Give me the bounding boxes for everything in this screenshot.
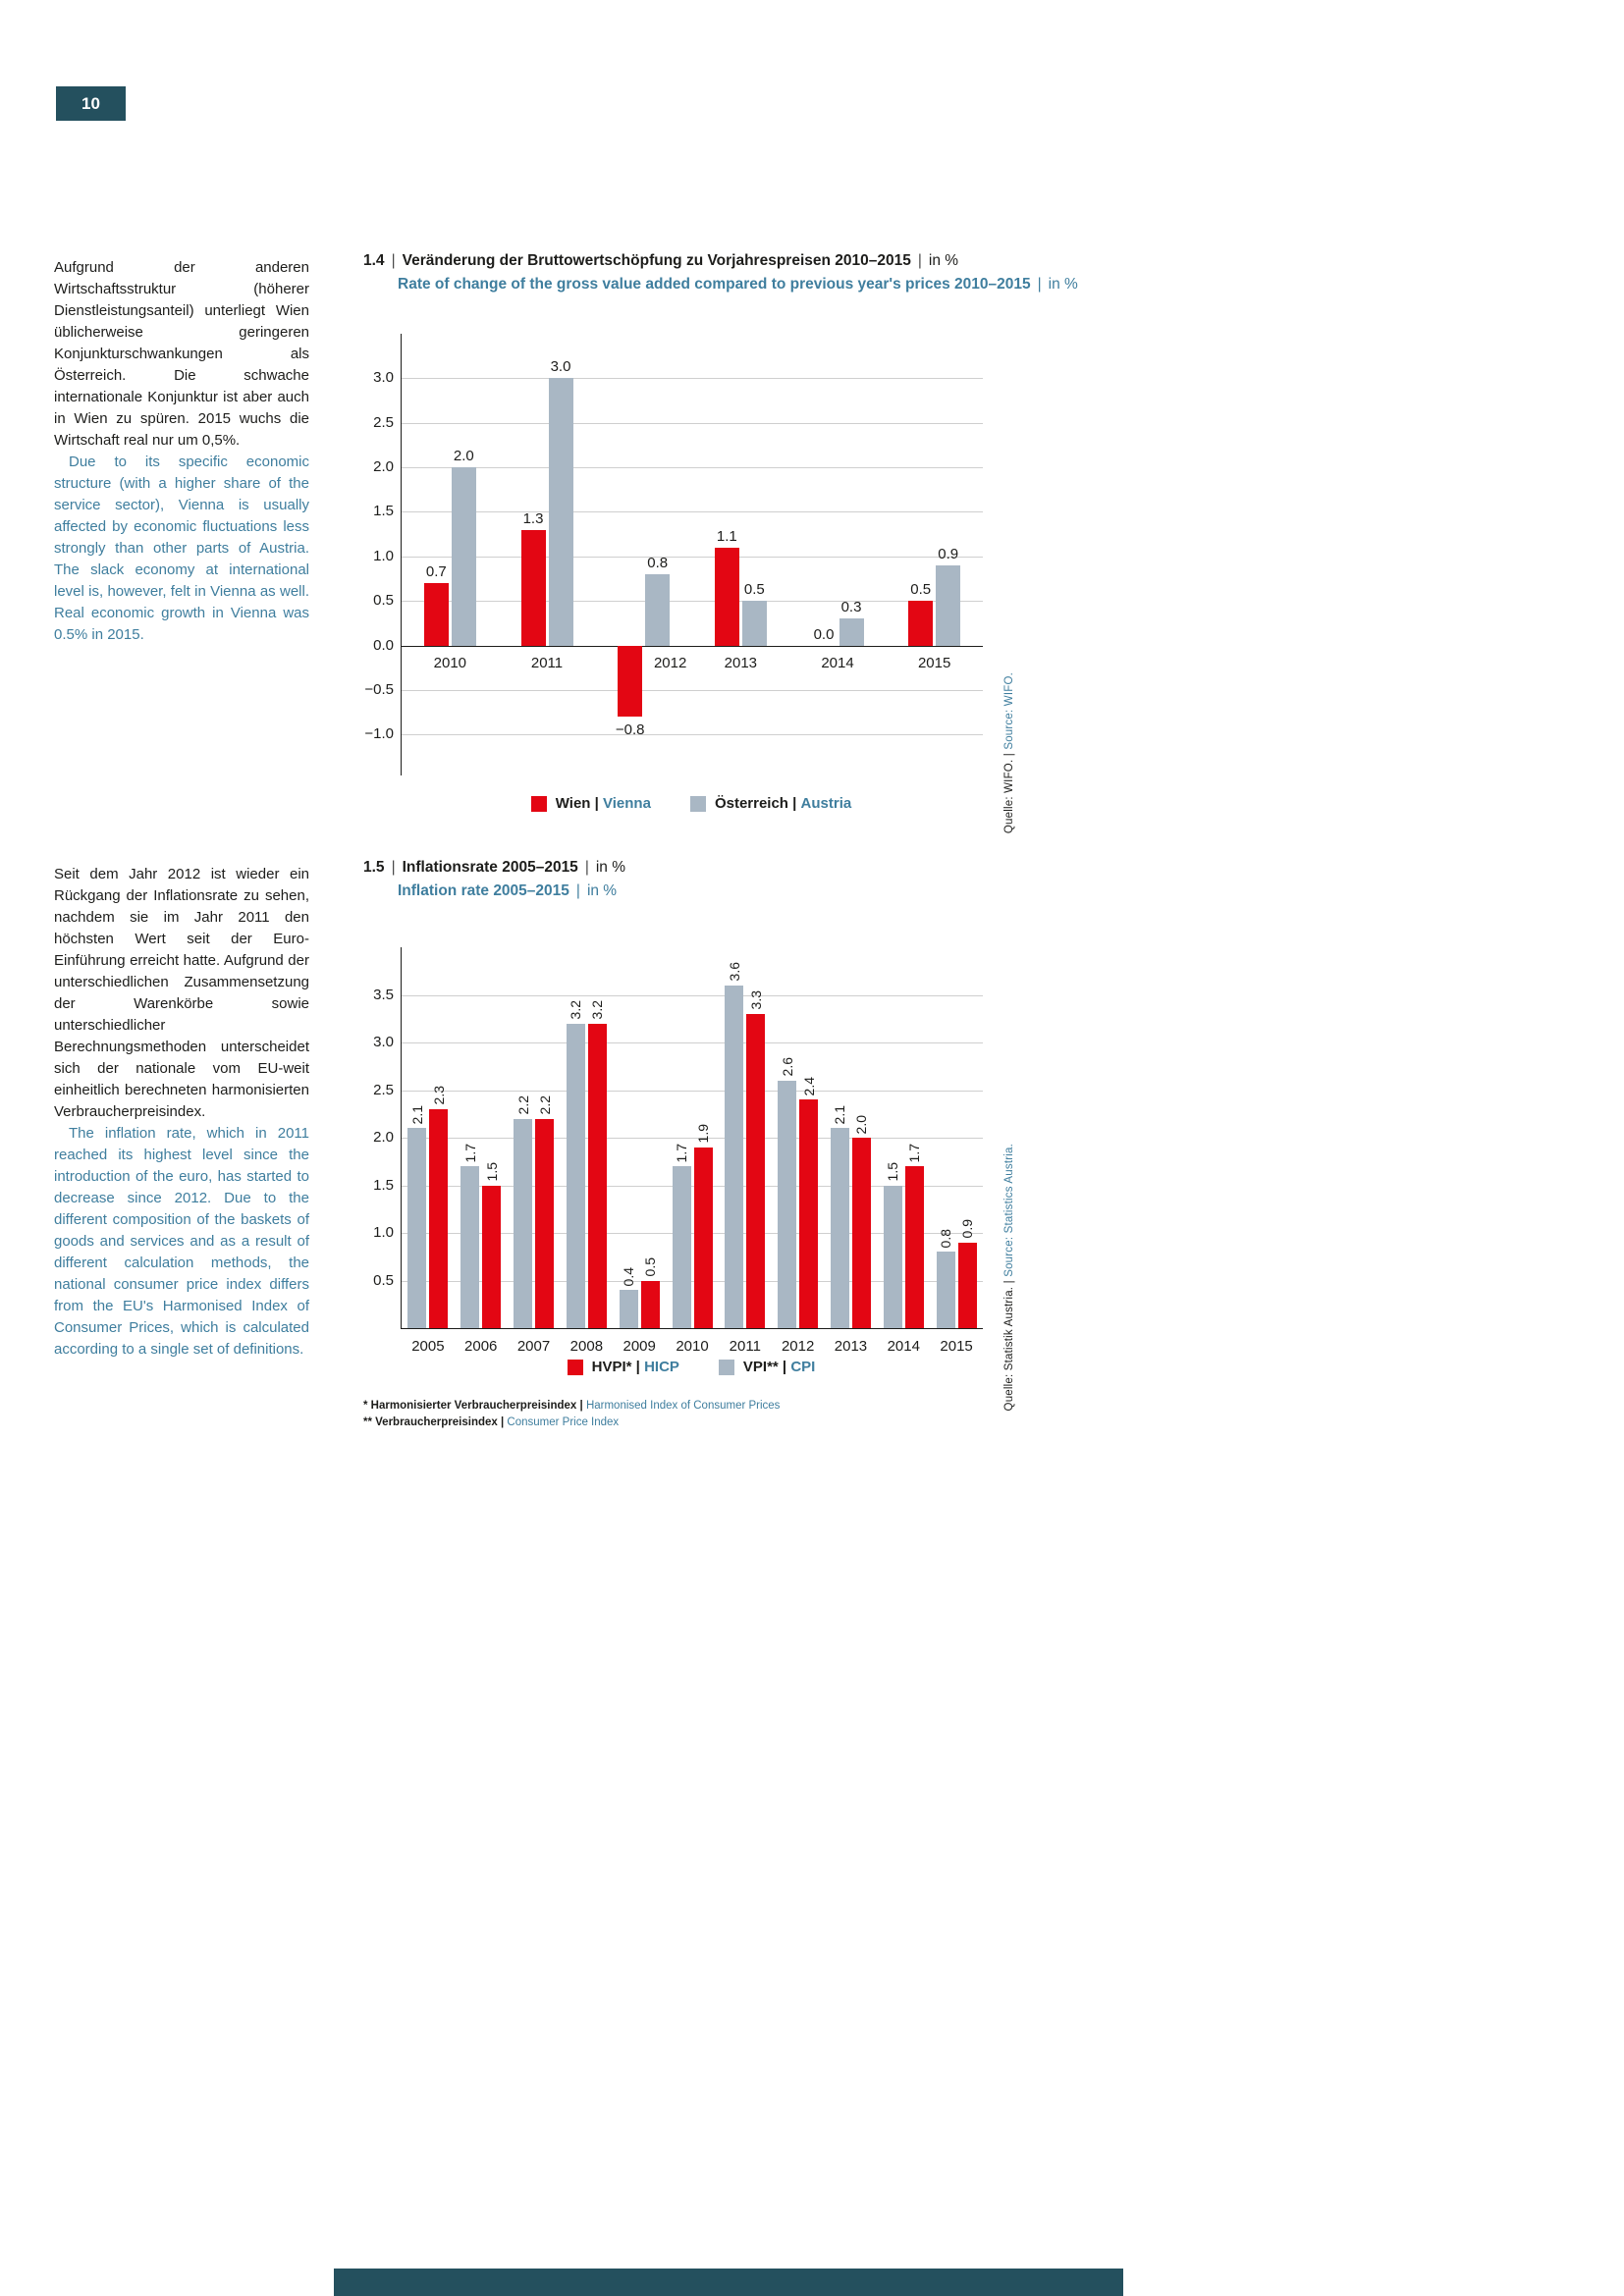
bar-value-label: 1.7	[674, 1143, 689, 1163]
footnote-english: Harmonised Index of Consumer Prices	[585, 1400, 781, 1412]
x-axis-tick-label: 2011	[729, 1338, 761, 1355]
legend-label-english: HICP	[644, 1359, 679, 1375]
source-german: Quelle: WIFO.	[1003, 759, 1015, 834]
bar	[588, 1024, 607, 1328]
gridline	[402, 995, 983, 996]
bar-value-label: 1.5	[483, 1162, 500, 1182]
x-axis-tick-label: 2010	[433, 654, 467, 671]
gridline	[402, 734, 983, 735]
separator: |	[778, 1359, 791, 1375]
y-axis-tick-label: 2.5	[373, 413, 394, 431]
legend-item	[531, 795, 651, 812]
bar	[549, 378, 573, 645]
bar-value-label: 2.1	[408, 1104, 425, 1125]
chart1-title-german: Veränderung der Bruttowertschöpfung zu Vorjahrespreisen 2010–2015	[402, 252, 911, 269]
chart2-source	[1003, 1144, 1015, 1411]
bar	[958, 1243, 977, 1328]
chart2-number: 1.5	[363, 859, 385, 876]
bar-value-label: 2.0	[453, 448, 474, 465]
y-axis-tick-label: 1.5	[373, 503, 394, 520]
bar	[429, 1109, 448, 1328]
y-axis-tick-label: 2.0	[373, 458, 394, 476]
gridline	[402, 557, 983, 558]
x-axis-tick-label: 2007	[516, 1338, 551, 1355]
y-axis-tick-label: 1.5	[373, 1176, 394, 1194]
bar-value-label: 2.6	[779, 1057, 795, 1077]
bar-value-label: 1.5	[885, 1162, 901, 1182]
bar-value-label: 0.0	[813, 625, 835, 643]
bar	[645, 574, 670, 646]
bar-value-label: 2.2	[514, 1095, 531, 1115]
gridline	[402, 601, 983, 602]
separator: |	[391, 859, 396, 876]
gridline	[402, 423, 983, 424]
gva-change-bar-chart	[364, 334, 983, 775]
legend-label-german: Österreich	[714, 795, 788, 812]
source-english: Source: Statistics Austria.	[1003, 1144, 1015, 1277]
chart2-unit-english: in %	[586, 882, 618, 899]
bar-value-label: 0.5	[642, 1257, 659, 1277]
bar-value-label: 0.9	[959, 1219, 976, 1239]
x-axis-tick-label: 2005	[411, 1338, 445, 1355]
y-axis-tick-label: 2.0	[373, 1129, 394, 1146]
y-axis-tick-label: 0.5	[373, 592, 394, 610]
y-axis-tick-label: 0.0	[373, 636, 394, 654]
separator: |	[917, 252, 922, 269]
bar-value-label: 2.0	[853, 1114, 870, 1134]
bar	[725, 986, 743, 1328]
bar-value-label: 0.9	[938, 545, 959, 562]
chart1-title-english: Rate of change of the gross value added compared to previous year's prices 2010–2015	[398, 276, 1031, 293]
bar	[715, 548, 739, 646]
bar-value-label: 1.1	[716, 527, 737, 545]
y-axis-tick-label: 2.5	[373, 1081, 394, 1098]
chart2-legend	[401, 1359, 982, 1375]
bar-value-label: 1.7	[461, 1143, 478, 1163]
bar	[694, 1148, 713, 1328]
bar	[407, 1128, 426, 1328]
legend-item	[690, 795, 851, 812]
bar	[937, 1252, 955, 1328]
chart1-unit-english: in %	[1048, 276, 1078, 293]
bar-value-label: 0.8	[647, 554, 669, 571]
x-axis-tick-label: 2010	[676, 1338, 709, 1355]
y-axis-tick-label: 0.5	[373, 1271, 394, 1289]
bar-value-label: 0.7	[425, 563, 447, 581]
footnote-hicp	[363, 1398, 780, 1415]
legend-item	[719, 1359, 815, 1375]
bar	[567, 1024, 585, 1328]
bar	[482, 1186, 501, 1329]
bar	[514, 1119, 532, 1328]
chart1-title	[363, 252, 958, 270]
bar	[852, 1138, 871, 1328]
paragraph-block-inflation	[54, 864, 309, 1361]
source-german: Quelle: Statistik Austria.	[1003, 1286, 1015, 1412]
x-axis-tick-label: 2015	[917, 654, 951, 671]
separator: |	[1003, 1280, 1015, 1284]
zero-axis-line	[402, 646, 983, 647]
footnote-english: Consumer Price Index	[507, 1416, 620, 1428]
separator: |	[631, 1359, 645, 1375]
x-axis-tick-label: 2009	[623, 1338, 656, 1355]
y-axis-tick-label: 1.0	[373, 547, 394, 564]
separator: |	[1037, 276, 1042, 293]
gridline	[402, 467, 983, 468]
chart2-title	[363, 859, 625, 877]
gridline	[402, 690, 983, 691]
bar	[424, 583, 449, 646]
bar-value-label: 2.2	[536, 1095, 553, 1115]
x-axis-tick-label: 2012	[653, 654, 687, 671]
footnote-german: ** Verbraucherpreisindex |	[363, 1416, 505, 1428]
y-axis-tick-label: 3.0	[373, 369, 394, 387]
legend-item	[568, 1359, 679, 1375]
bar	[673, 1166, 691, 1328]
chart1-subtitle	[398, 276, 1078, 294]
x-axis-tick-label: 2013	[724, 654, 758, 671]
y-axis-tick-label: −0.5	[364, 680, 394, 698]
x-axis-tick-label: 2014	[821, 654, 854, 671]
bar	[742, 601, 767, 645]
y-axis-tick-label: −1.0	[364, 725, 394, 743]
bar-value-label: 0.4	[621, 1266, 637, 1287]
bar-value-label: 2.3	[430, 1086, 447, 1105]
bar-value-label: 3.6	[726, 962, 742, 982]
gridline	[402, 1042, 983, 1043]
chart2-unit: in %	[595, 859, 625, 876]
paragraph-english: Due to its specific economic structure (with a higher share of the service sector), Vienna is usually affected by economic fluctuations less strongly than other parts of Austria. The slack economy at international level is, however, felt in Vienna as well. Real economic growth in Vienna was 0.5% in 2015.	[54, 454, 309, 643]
bar-value-label: 3.0	[550, 358, 571, 376]
separator: |	[575, 882, 580, 899]
paragraph-english: The inflation rate, which in 2011 reached its highest level since the introduction of the euro, has started to decrease since 2012. Due to the different composition of the baskets of goods and services and as a result of different calculation methods, the national consumer price index differs from the EU's Harmonised Index of Consumer Prices, which is calculated according to a single set of definitions.	[54, 1125, 309, 1358]
gridline	[402, 1091, 983, 1092]
footnote-german: * Harmonisierter Verbraucherpreisindex |	[363, 1400, 583, 1412]
separator: |	[584, 859, 589, 876]
bar	[884, 1186, 902, 1329]
bar	[620, 1290, 638, 1328]
bar	[831, 1128, 849, 1328]
bar-value-label: −0.8	[615, 721, 645, 739]
bar	[641, 1281, 660, 1329]
inflation-rate-bar-chart	[373, 947, 983, 1355]
bar	[936, 565, 960, 646]
bar-value-label: 0.8	[938, 1228, 954, 1249]
bar-value-label: 0.3	[840, 599, 862, 616]
x-axis-tick-label: 2006	[464, 1338, 498, 1355]
footnote-cpi	[363, 1415, 780, 1431]
chart2-title-german: Inflationsrate 2005–2015	[402, 859, 578, 876]
separator: |	[391, 252, 396, 269]
x-axis-tick-label: 2013	[834, 1338, 868, 1355]
bar-value-label: 1.7	[906, 1143, 923, 1163]
bar-value-label: 1.3	[522, 509, 544, 527]
bar	[535, 1119, 554, 1328]
legend-swatch	[568, 1360, 583, 1375]
chart1-legend	[401, 795, 982, 812]
bar-value-label: 3.2	[589, 1000, 606, 1020]
bar	[618, 646, 642, 718]
chart2-title-english: Inflation rate 2005–2015	[398, 882, 569, 899]
bar-value-label: 0.5	[910, 581, 932, 599]
y-axis-tick-label: 3.5	[373, 986, 394, 1003]
bar-value-label: 1.9	[695, 1124, 711, 1144]
bar-value-label: 2.1	[832, 1104, 848, 1125]
separator: |	[1003, 753, 1015, 757]
paragraph-german: Seit dem Jahr 2012 ist wieder ein Rückgang der Inflationsrate zu sehen, nachdem sie im Jahr 2011 den höchsten Wert seit der Euro-Einführung erreicht hatte. Aufgrund der unterschiedlichen Zusammensetzung der Warenkörbe sowie unterschiedlicher Berechnungsmethoden unterscheidet sich der nationale vom EU-weit einheitlich berechneten harmonisierten Verbraucherpreisindex.	[54, 866, 309, 1120]
legend-label-german: VPI**	[742, 1359, 779, 1375]
bar	[905, 1166, 924, 1328]
bar	[799, 1099, 818, 1328]
bar	[746, 1014, 765, 1328]
legend-label-english: Austria	[800, 795, 852, 812]
bar	[908, 601, 933, 645]
legend-swatch	[531, 796, 547, 812]
gridline	[402, 511, 983, 512]
footer-bar	[334, 2269, 1123, 2296]
paragraph-block-economy	[54, 257, 309, 646]
bar-value-label: 3.2	[568, 1000, 584, 1020]
gridline	[402, 1138, 983, 1139]
bar-value-label: 0.5	[743, 581, 765, 599]
bar	[452, 467, 476, 645]
legend-label-german: Wien	[555, 795, 591, 812]
x-axis-tick-label: 2014	[887, 1338, 920, 1355]
bar	[778, 1081, 796, 1328]
separator: |	[590, 795, 604, 812]
chart2-subtitle	[398, 882, 617, 900]
bar-value-label: 2.4	[800, 1076, 817, 1096]
chart1-source	[1003, 672, 1015, 833]
bar	[839, 618, 864, 645]
x-axis-tick-label: 2011	[530, 654, 564, 671]
x-axis-tick-label: 2012	[781, 1338, 815, 1355]
legend-swatch	[719, 1360, 734, 1375]
source-english: Source: WIFO.	[1003, 672, 1015, 750]
legend-label-german: HVPI*	[591, 1359, 632, 1375]
y-axis-tick-label: 1.0	[373, 1224, 394, 1241]
chart1-unit: in %	[928, 252, 959, 269]
x-axis-tick-label: 2008	[569, 1338, 604, 1355]
x-axis-tick-label: 2015	[940, 1338, 973, 1355]
paragraph-german: Aufgrund der anderen Wirtschaftsstruktur (höherer Dienstleistungsanteil) unterliegt Wien üblicherweise geringeren Konjunkturschwankungen als Österreich. Die schwache internationale Konjunktur ist aber auch in Wien zu spüren. 2015 wuchs die Wirtschaft real nur um 0,5%.	[54, 259, 309, 449]
legend-label-english: CPI	[790, 1359, 816, 1375]
page-number-badge: 10	[56, 86, 126, 121]
bar	[521, 530, 546, 646]
chart1-number: 1.4	[363, 252, 385, 269]
gridline	[402, 378, 983, 379]
bar-value-label: 3.3	[747, 990, 764, 1010]
bar	[460, 1166, 479, 1328]
legend-label-english: Vienna	[603, 795, 651, 812]
separator: |	[787, 795, 801, 812]
chart2-footnotes	[363, 1398, 780, 1431]
y-axis-tick-label: 3.0	[373, 1034, 394, 1050]
legend-swatch	[690, 796, 706, 812]
